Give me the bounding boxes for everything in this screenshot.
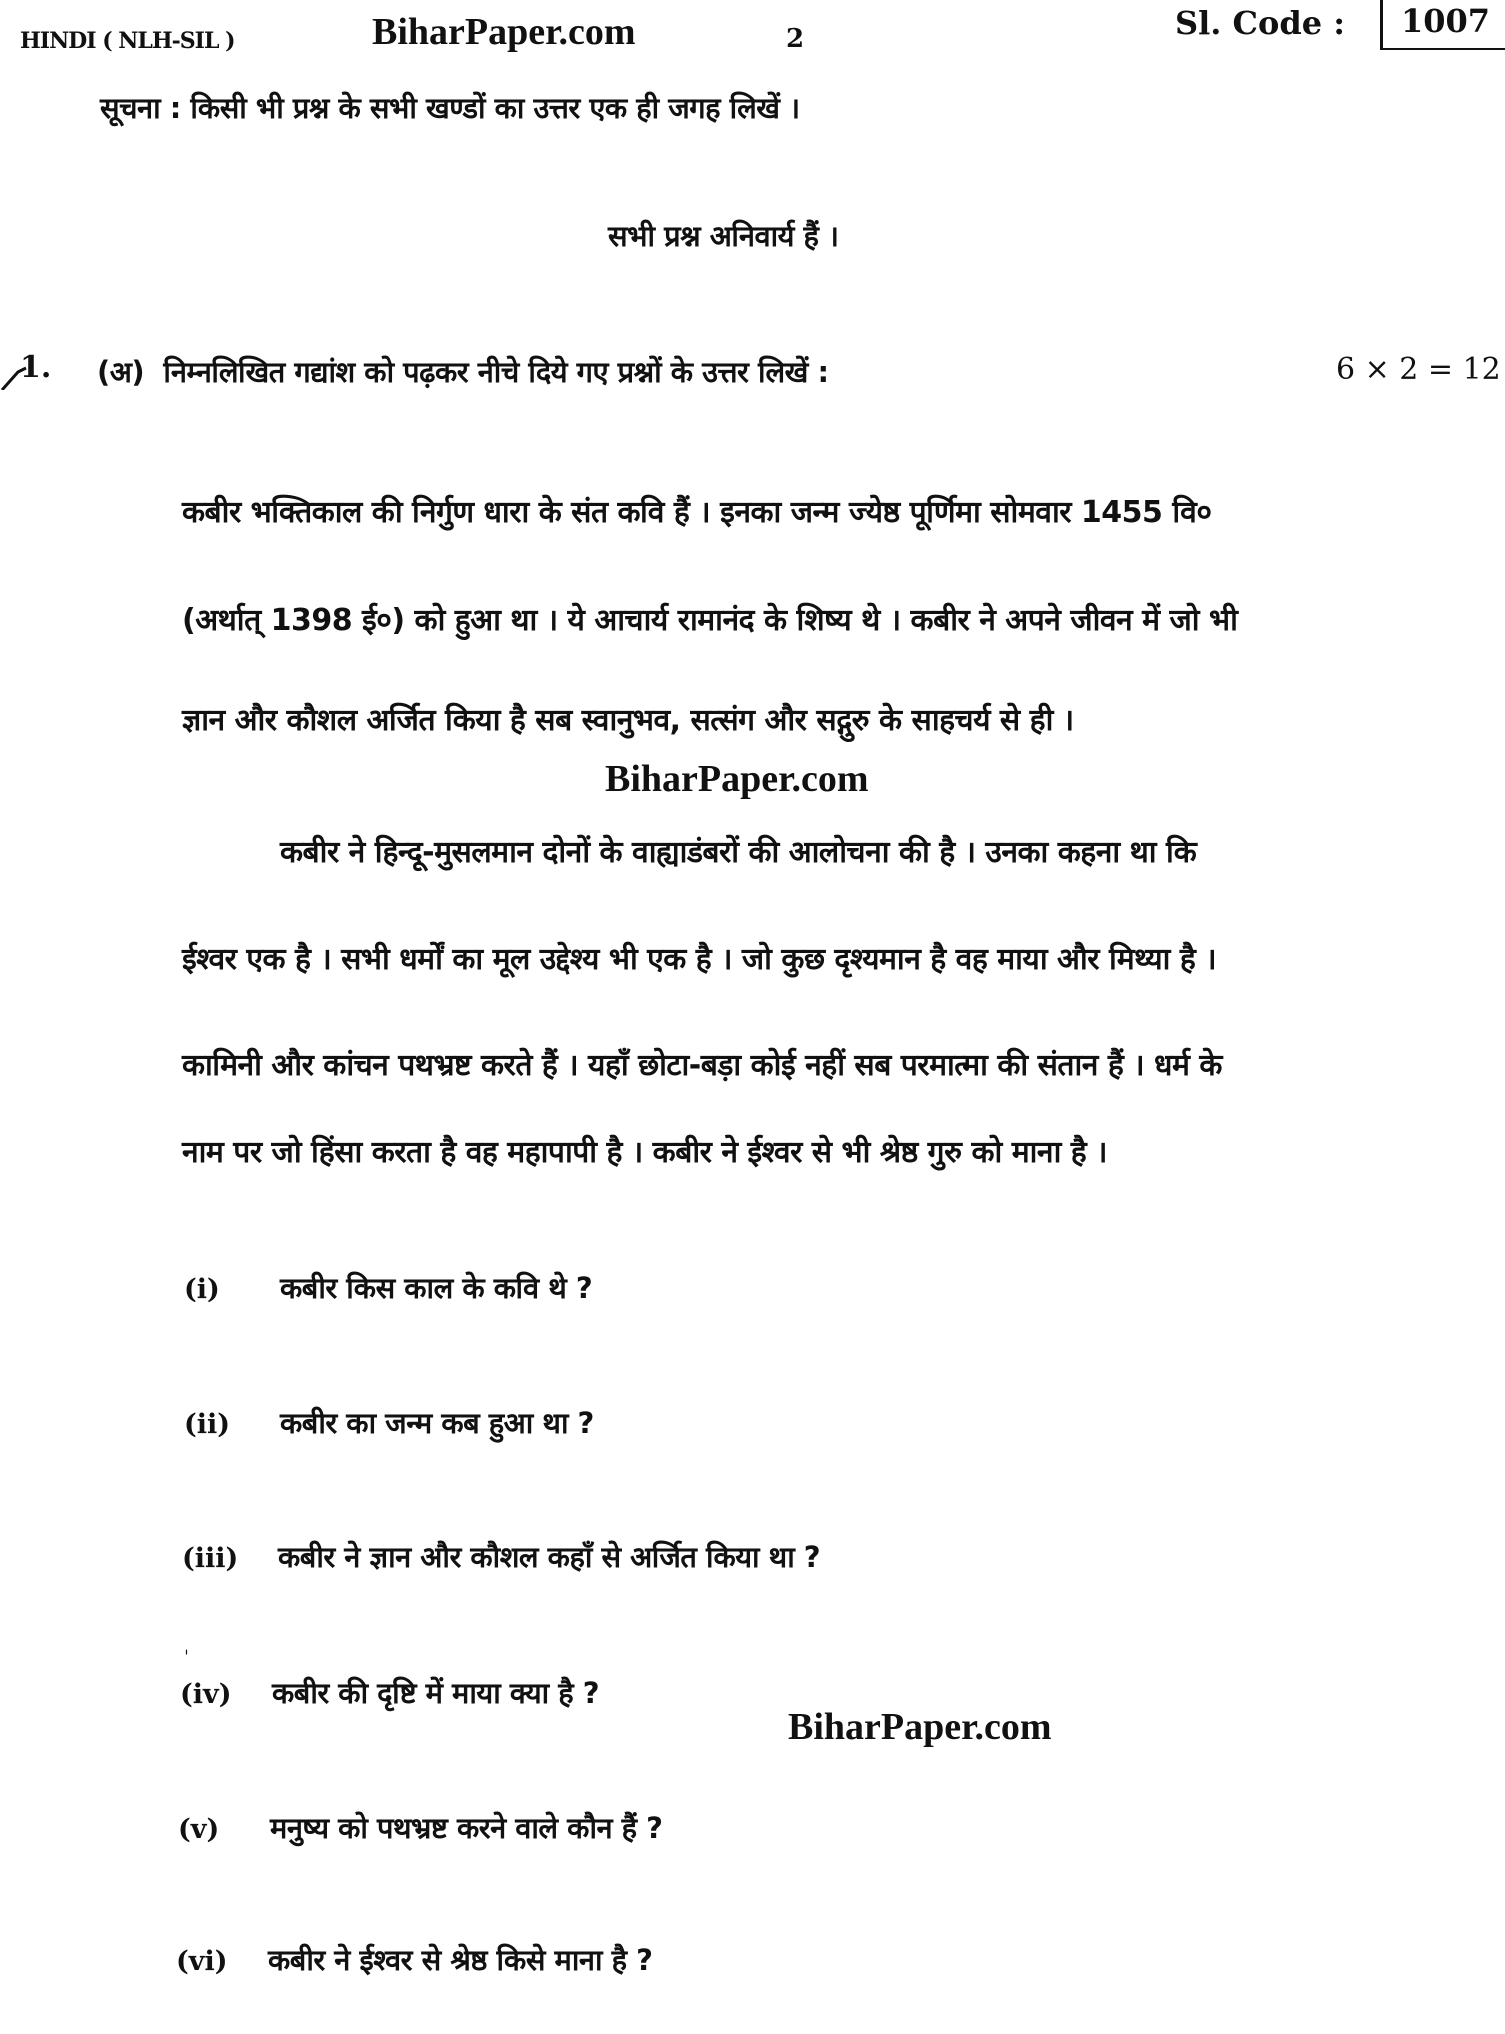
- sub-question-text: कबीर किस काल के कवि थे ?: [280, 1271, 593, 1305]
- passage-line: नाम पर जो हिंसा करता है वह महापापी है । कबीर ने ईश्वर से भी श्रेष्ठ गुरु को माना है ।: [182, 1135, 1108, 1170]
- sub-question-text: मनुष्य को पथभ्रष्ट करने वाले कौन हैं ?: [270, 1811, 663, 1845]
- sub-question-label: (v): [178, 1814, 220, 1845]
- sl-code-value: 1007: [1401, 2, 1491, 40]
- sl-code-box: [1380, 0, 1505, 50]
- passage-line: कबीर भक्तिकाल की निर्गुण धारा के संत कवि हैं । इनका जन्म ज्येष्ठ पूर्णिमा सोमवार 1455 वि०: [182, 495, 1212, 530]
- sub-question-label: (i): [184, 1274, 220, 1305]
- sub-question-text: कबीर ने ईश्वर से श्रेष्ठ किसे माना है ?: [268, 1943, 653, 1977]
- sub-question-2: [184, 1403, 594, 1442]
- sub-question-4: [180, 1673, 599, 1712]
- sub-question-text: कबीर का जन्म कब हुआ था ?: [280, 1406, 594, 1440]
- sub-question-text: कबीर ने ज्ञान और कौशल कहाँ से अर्जित किया था ?: [278, 1540, 821, 1574]
- watermark-middle: BiharPaper.com: [605, 758, 869, 800]
- instruction-text: सभी प्रश्न अनिवार्य हैं ।: [608, 219, 839, 253]
- watermark-bottom: BiharPaper.com: [788, 1706, 1052, 1748]
- sub-question-1: [184, 1268, 592, 1307]
- question-prompt: [97, 352, 829, 391]
- passage-line: (अर्थात् 1398 ई०) को हुआ था । ये आचार्य रामानंद के शिष्य थे । कबीर ने अपने जीवन में जो भी: [182, 603, 1238, 638]
- sub-question-label: (vi): [176, 1946, 228, 1977]
- passage-line: ज्ञान और कौशल अर्जित किया है सब स्वानुभव, सत्संग और सद्गुरु के साहचर्य से ही ।: [182, 703, 1074, 738]
- sub-question-label: (ii): [184, 1409, 231, 1440]
- question-marks: 6 × 2 = 12: [1336, 352, 1501, 387]
- subject-code-label: HINDI ( NLH-SIL ): [20, 28, 235, 54]
- stray-mark: ˌ: [184, 1636, 189, 1657]
- sub-question-text: कबीर की दृष्टि में माया क्या है ?: [272, 1676, 600, 1710]
- sub-question-label: (iv): [180, 1679, 232, 1710]
- question-sub-label: (अ): [97, 355, 145, 389]
- notice-text: सूचना : किसी भी प्रश्न के सभी खण्डों का उत्तर एक ही जगह लिखें ।: [100, 91, 800, 125]
- sub-question-label: (iii): [182, 1543, 239, 1574]
- passage-line: कामिनी और कांचन पथभ्रष्ट करते हैं । यहाँ छोटा-बड़ा कोई नहीं सब परमात्मा की संतान हैं । धर्म के: [182, 1048, 1222, 1083]
- sub-question-6: [176, 1940, 652, 1979]
- passage-line: ईश्वर एक है । सभी धर्मों का मूल उद्देश्य भी एक है । जो कुछ दृश्यमान है वह माया और मिथ्या है ।: [182, 942, 1217, 977]
- sl-code-label: Sl. Code :: [1175, 4, 1346, 42]
- sub-question-5: [178, 1808, 662, 1847]
- passage-line: कबीर ने हिन्दू-मुसलमान दोनों के वाह्याडंबरों की आलोचना की है । उनका कहना था कि: [280, 835, 1197, 870]
- question-number: 1.: [20, 350, 52, 385]
- watermark-top: BiharPaper.com: [372, 11, 636, 53]
- question-prompt-text: निम्नलिखित गद्यांश को पढ़कर नीचे दिये गए प्रश्नों के उत्तर लिखें :: [163, 355, 829, 389]
- sub-question-3: [182, 1537, 820, 1576]
- page-number: 2: [786, 24, 805, 54]
